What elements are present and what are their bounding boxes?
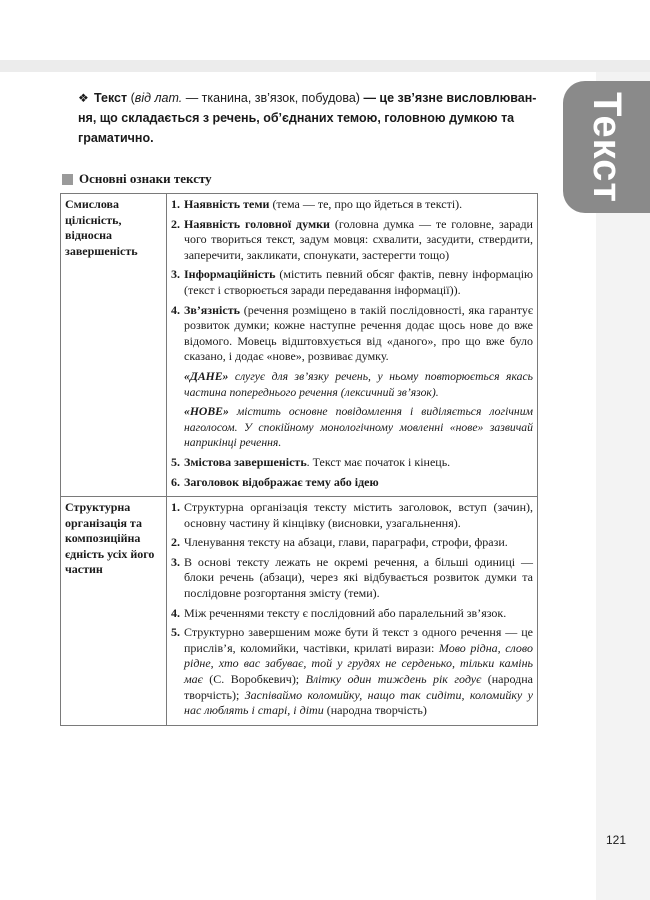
example-text: Влітку один тиждень рік годує xyxy=(305,672,482,687)
item-text: (тема — те, про що йдеться в тексті). xyxy=(269,197,463,211)
definition-line-1: це зв’язне висловлюван- xyxy=(379,91,537,105)
note-keyword: «НОВЕ» xyxy=(184,405,229,419)
item-text: В основі тексту лежать не окремі речення, а більші одиниці — блоки речень (абзаци), через які відбувається розвиток думки та послідовне розгортання змісту (теми). xyxy=(184,554,533,601)
note-text: слугує для зв’язку речень, у ньому повторюється якась частина попереднього речення (лексичний зв’язок). xyxy=(184,369,533,399)
item-number: 2. xyxy=(171,535,180,550)
item-heading: Наявність головної думки xyxy=(184,216,330,231)
list-item xyxy=(171,500,533,531)
category-cell: Структурна організація та композиційна єдність усіх його частин xyxy=(61,497,167,726)
definition-line-3: граматично. xyxy=(78,131,154,145)
item-number: 1. xyxy=(171,197,180,211)
list-item xyxy=(171,555,533,602)
features-table xyxy=(60,193,538,726)
example-text: Заспіваймо коломийку, нащо так сидіти, коломийку у нас люблять і старі, і діти xyxy=(184,687,533,718)
item-number: 6. xyxy=(171,474,180,489)
item-text: . Текст має початок і кінець. xyxy=(306,454,451,469)
origin-open: ( xyxy=(130,91,135,105)
diamond-bullet-icon: ❖ xyxy=(78,91,89,105)
item-heading: Зв’язність xyxy=(184,302,240,317)
list-item xyxy=(171,475,533,491)
item-heading: Інформаційність xyxy=(184,267,276,282)
item-heading: Наявність теми xyxy=(184,197,270,211)
chapter-tab xyxy=(563,81,650,213)
list-item xyxy=(171,267,533,298)
example-source: (народна творчість); xyxy=(184,672,533,702)
top-band xyxy=(0,60,650,72)
term-definition xyxy=(78,88,543,148)
item-text: Структурна організація тексту містить заголовок, вступ (зачин), основну частину й кінцівку (висновки, узагальнення). xyxy=(184,500,533,530)
list-item xyxy=(171,217,533,264)
note-keyword: «ДАНЕ» xyxy=(184,369,229,383)
item-number: 2. xyxy=(171,216,180,231)
item-number: 4. xyxy=(171,302,180,317)
origin-language: від лат. xyxy=(134,91,183,105)
note-new xyxy=(184,404,533,451)
item-number: 3. xyxy=(171,554,180,569)
section-title xyxy=(62,171,212,187)
example-source: (народна творчість) xyxy=(323,703,427,718)
example-source: (С. Воробкевич); xyxy=(202,672,306,687)
item-number: 5. xyxy=(171,625,180,640)
item-number: 3. xyxy=(171,267,180,282)
table-row xyxy=(61,194,538,497)
section-title-text: Основні ознаки тексту xyxy=(79,171,212,186)
item-number: 4. xyxy=(171,605,180,620)
item-text: (містить певний обсяг фактів, певну інформацію (текст і створюється заради передавання інформації)). xyxy=(184,267,533,297)
item-text: (головна думка — те головне, заради чого твориться текст, задум мовця: схвалити, засудити, ствердити, заперечити, закликати, спонукати, застерегти тощо) xyxy=(184,216,533,262)
chapter-tab-label: Текст xyxy=(585,91,630,203)
item-number: 5. xyxy=(171,454,180,469)
list-item xyxy=(171,197,533,213)
list-item xyxy=(171,606,533,622)
square-bullet-icon xyxy=(62,174,73,185)
page-number: 121 xyxy=(605,833,626,847)
item-text: Членування тексту на абзаци, глави, параграфи, строфи, фрази. xyxy=(184,535,508,550)
item-text: (речення розміщено в такій послідовності, яка гарантує розвиток думки; кожне наступне речення додає щось нове до вже відомого. Мовець відштовхується від «даного», про що вже було сказано, і додає «нове», розвиває думку. xyxy=(184,302,533,364)
table-row xyxy=(61,497,538,726)
list-item xyxy=(171,535,533,551)
category-cell: Смислова цілісність, відносна завершеність xyxy=(61,194,167,497)
note-given xyxy=(184,369,533,400)
items-cell xyxy=(167,194,538,497)
item-number: 1. xyxy=(171,500,180,515)
item-heading: Змістова завершеність xyxy=(184,454,307,469)
item-heading: Заголовок відображає тему або ідею xyxy=(184,474,379,489)
item-text: Між реченнями тексту є послідовний або паралельний зв’язок. xyxy=(184,605,507,620)
note-text: містить основне повідомлення і виділяється логічним наголосом. У спокійному монологічному мовленні «нове» зазвичай наприкінці речення. xyxy=(184,405,533,450)
list-item xyxy=(171,625,533,719)
term: Текст xyxy=(94,91,128,105)
origin-rest: — тканина, зв’язок, побудова) xyxy=(182,91,360,105)
definition-line-2: ня, що складається з речень, об’єднаних темою, головною думкою та xyxy=(78,111,515,125)
example-text: Мово рідна, слово рідне, хто вас забуває, той у грудях не серденько, тільки камінь має xyxy=(184,640,533,687)
list-item xyxy=(171,455,533,471)
item-text: Структурно завершеним може бути й текст з одного речення — це прислів’я, коломийки, частівки, крилаті вирази: xyxy=(184,625,533,655)
items-cell xyxy=(167,497,538,726)
list-item xyxy=(171,303,533,365)
definition-dash: — xyxy=(359,91,380,105)
